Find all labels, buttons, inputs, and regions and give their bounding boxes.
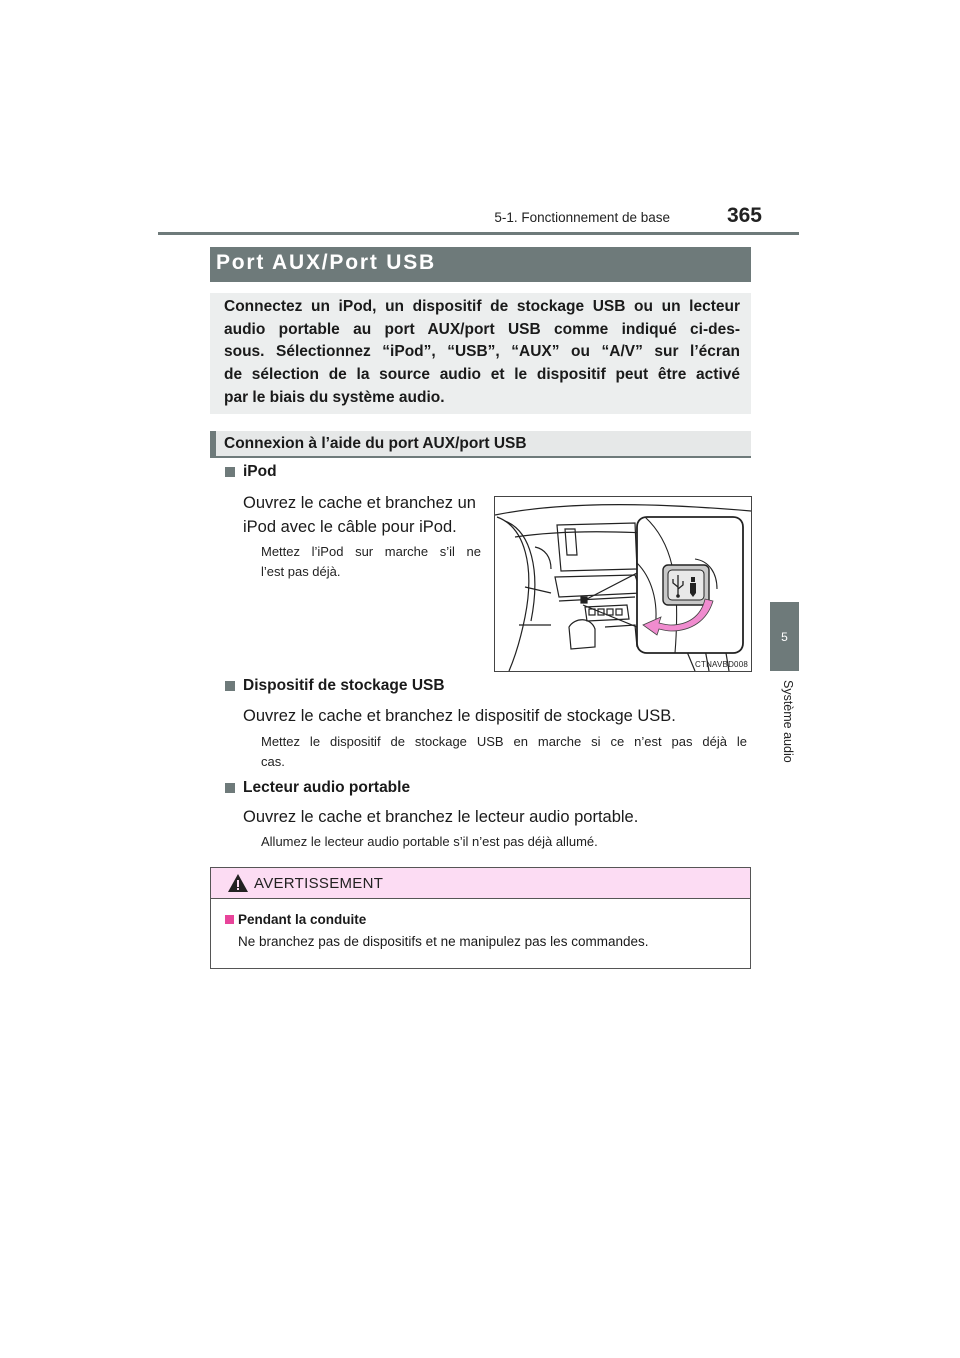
page-number: 365 xyxy=(726,204,762,227)
item-body-ipod xyxy=(243,491,483,539)
item-heading-ipod: iPod xyxy=(243,463,277,480)
header-divider xyxy=(158,232,799,235)
intro-text xyxy=(224,296,740,410)
body-line: Ouvrez le cache et branchez un xyxy=(243,494,476,512)
body-line: Ouvrez le cache et branchez le dispositif de stockage USB. xyxy=(243,707,676,725)
note-line: Mettez le dispositif de stockage USB en marche si ce n’est pas déjà le xyxy=(261,734,747,749)
dashboard-illustration xyxy=(494,496,752,672)
subsection-title: Connexion à l’aide du port AUX/port USB xyxy=(224,435,527,452)
warning-subheading: Pendant la conduite xyxy=(238,912,367,927)
warning-triangle-icon xyxy=(227,873,249,893)
note-line: Mettez l’iPod sur marche s’il ne xyxy=(261,544,481,559)
body-line: Ouvrez le cache et branchez le lecteur audio portable. xyxy=(243,808,639,826)
bullet-square-icon xyxy=(225,681,235,691)
chapter-number: 5 xyxy=(781,629,788,644)
page-title: Port AUX/Port USB xyxy=(216,251,436,274)
body-line: iPod avec le câble pour iPod. xyxy=(243,518,457,536)
item-body-usb xyxy=(243,704,676,728)
item-note-portable xyxy=(261,832,598,852)
note-line: Allumez le lecteur audio portable s’il n’est pas déjà allumé. xyxy=(261,834,598,849)
bullet-square-icon xyxy=(225,467,235,477)
item-heading-portable: Lecteur audio portable xyxy=(243,779,411,796)
subsection-accent xyxy=(210,431,216,458)
warning-title: AVERTISSEMENT xyxy=(254,875,384,892)
intro-line: de sélection de la source audio et le dispositif peut être activé xyxy=(224,366,740,384)
item-heading-usb: Dispositif de stockage USB xyxy=(243,677,445,694)
warning-text: Ne branchez pas de dispositifs et ne manipulez pas les commandes. xyxy=(238,934,649,949)
intro-line: audio portable au port AUX/port USB comme indiqué ci-des- xyxy=(224,320,740,338)
intro-line: sous. Sélectionnez “iPod”, “USB”, “AUX” ou “A/V” sur l’écran xyxy=(224,343,740,361)
bullet-square-icon xyxy=(225,783,235,793)
section-title: 5-1. Fonctionnement de base xyxy=(494,210,670,225)
intro-line: Connectez un iPod, un dispositif de stockage USB ou un lecteur xyxy=(224,298,740,315)
chapter-tab xyxy=(770,602,799,671)
figure-code: CTNAVBD008 xyxy=(695,660,748,669)
item-note-ipod xyxy=(261,542,481,582)
item-note-usb xyxy=(261,732,747,772)
note-line: cas. xyxy=(261,754,285,769)
dashboard-usb-port-drawing xyxy=(495,497,751,671)
warning-bullet-icon xyxy=(225,915,234,924)
chapter-label: Système audio xyxy=(781,680,795,763)
item-body-portable xyxy=(243,805,638,829)
note-line: l’est pas déjà. xyxy=(261,564,341,579)
intro-line: par le biais du système audio. xyxy=(224,388,445,406)
warning-box xyxy=(210,867,751,969)
